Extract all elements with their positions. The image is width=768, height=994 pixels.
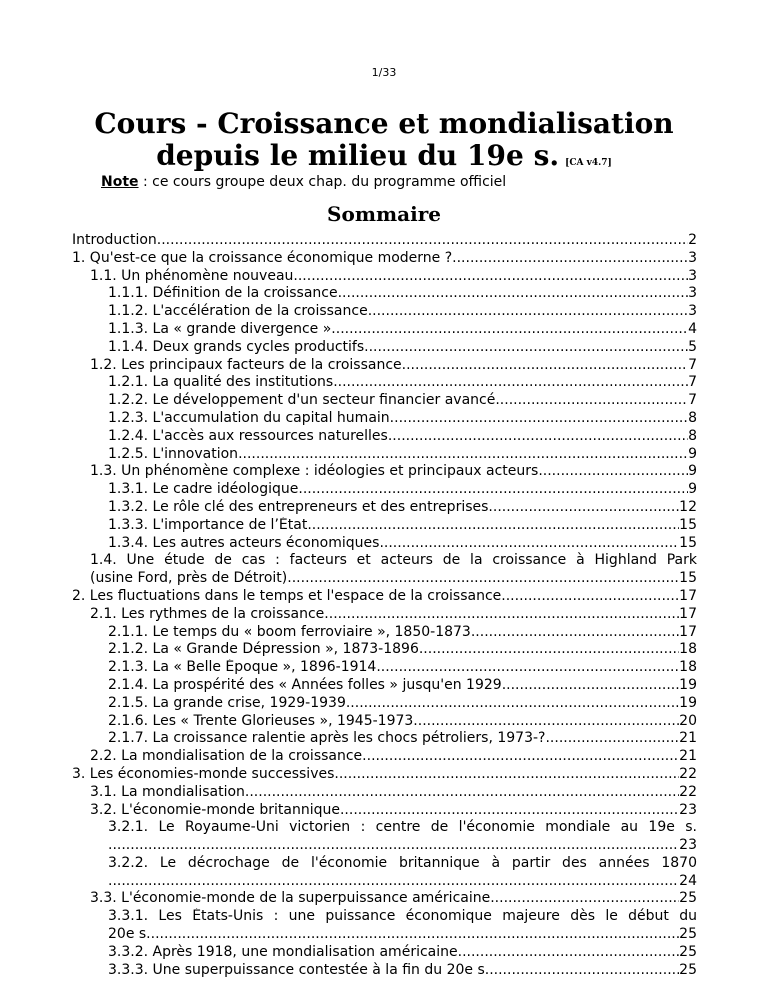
toc-entry[interactable]	[72, 659, 697, 677]
toc-leader-dots	[452, 250, 688, 268]
toc-entry[interactable]	[72, 588, 697, 606]
toc-page-number: 22	[679, 783, 697, 800]
toc-page-number: 3	[688, 285, 697, 302]
toc-entry[interactable]	[72, 232, 697, 250]
toc-leader-dots	[368, 303, 688, 321]
note-text: : ce cours groupe deux chap. du programme officiel	[138, 174, 507, 190]
toc-page-number: 18	[679, 641, 697, 658]
toc-entry-title-continued: (usine Ford, près de Détroit)	[90, 570, 288, 587]
toc-entry[interactable]	[72, 641, 697, 659]
toc-entry[interactable]	[72, 819, 697, 855]
toc-entry-title: 3. Les économies-monde successives	[72, 765, 335, 782]
toc-entry-title: 1.2.5. L'innovation	[108, 445, 239, 462]
toc-leader-dots	[293, 268, 688, 286]
toc-leader-dots	[334, 766, 679, 784]
toc-entry-title: 1.3.3. L'importance de l’État	[108, 516, 308, 533]
toc-page-number: 7	[688, 392, 697, 409]
note-label: Note	[101, 174, 139, 190]
toc-entry[interactable]	[72, 517, 697, 535]
toc-entry[interactable]	[72, 908, 697, 944]
toc-page-number: 3	[688, 249, 697, 266]
toc-entry[interactable]	[72, 962, 697, 980]
toc-entry-title: 2. Les fluctuations dans le temps et l'espace de la croissance	[72, 587, 502, 604]
toc-page-number: 7	[688, 374, 697, 391]
toc-entry[interactable]	[72, 268, 697, 286]
toc-entry-title-continued: 20e s.	[108, 926, 151, 943]
toc-page-number: 2	[688, 232, 697, 248]
toc-page-number: 19	[679, 694, 697, 711]
toc-page-number: 25	[679, 943, 697, 960]
toc-entry-title: 1.1.4. Deux grands cycles productifs	[108, 338, 365, 355]
toc-leader-dots	[287, 570, 679, 588]
toc-leader-dots	[538, 463, 688, 481]
toc-entry-title: 3.3. L'économie-monde de la superpuissance américaine	[90, 890, 491, 907]
toc-entry[interactable]	[72, 535, 697, 553]
toc-page-number: 8	[688, 409, 697, 426]
toc-entry[interactable]	[72, 481, 697, 499]
toc-leader-dots	[324, 606, 679, 624]
toc-leader-dots	[238, 446, 688, 464]
document-title	[0, 108, 768, 179]
toc-page-number: 8	[688, 427, 697, 444]
toc-leader-dots	[108, 837, 679, 855]
toc-leader-dots	[489, 962, 679, 980]
toc-entry[interactable]	[72, 463, 697, 481]
toc-entry[interactable]	[72, 321, 697, 339]
toc-page-number: 25	[679, 890, 697, 907]
toc-entry[interactable]	[72, 677, 697, 695]
toc-leader-dots	[151, 926, 680, 944]
toc-page-number: 4	[688, 320, 697, 337]
toc-entry[interactable]	[72, 552, 697, 588]
toc-leader-dots	[419, 641, 679, 659]
page-number: 1/33	[371, 66, 397, 79]
toc-entry[interactable]	[72, 410, 697, 428]
toc-page-number: 3	[688, 303, 697, 320]
toc-entry-title: 3.3.1. Les États-Unis : une puissance économique majeure dès le début du	[108, 908, 697, 925]
toc-leader-dots	[338, 285, 688, 303]
toc-entry-title: 3.3.3. Une superpuissance contestée à la fin du 20e s.	[108, 961, 490, 978]
toc-entry[interactable]	[72, 944, 697, 962]
version-tag: [CA v4.7]	[565, 158, 612, 168]
toc-page-number: 15	[679, 534, 697, 551]
toc-page-number: 25	[679, 926, 697, 943]
toc-entry-title: 2.1.4. La prospérité des « Années folles » jusqu'en 1929	[108, 676, 502, 693]
toc-entry[interactable]	[72, 250, 697, 268]
toc-leader-dots	[364, 339, 688, 357]
toc-leader-dots	[502, 677, 679, 695]
toc-entry-title: 1.2.2. Le développement d'un secteur financier avancé	[108, 392, 496, 409]
toc-entry-title: 1.1.3. La « grande divergence »	[108, 320, 332, 337]
toc-entry-title: 2.1.3. La « Belle Époque », 1896-1914	[108, 659, 377, 676]
toc-page-number: 20	[679, 712, 697, 729]
toc-page-number: 23	[679, 837, 697, 854]
toc-leader-dots	[545, 730, 679, 748]
toc-leader-dots	[471, 624, 679, 642]
toc-entry-title: 1.3.1. Le cadre idéologique	[108, 481, 299, 498]
toc-leader-dots	[362, 748, 679, 766]
toc-entry[interactable]	[72, 748, 697, 766]
toc-leader-dots	[340, 802, 679, 820]
toc-page-number: 7	[688, 356, 697, 373]
toc-leader-dots	[501, 588, 679, 606]
toc-page-number: 9	[688, 463, 697, 480]
toc-entry-title: 2.1.1. Le temps du « boom ferroviaire », 1850-1873	[108, 623, 471, 640]
toc-leader-dots	[307, 517, 679, 535]
toc-entry-title: 2.1.6. Les « Trente Glorieuses », 1945-1973	[108, 712, 414, 729]
sommaire-heading: Sommaire	[327, 202, 441, 226]
note	[101, 174, 506, 190]
toc-page-number: 18	[679, 659, 697, 676]
toc-leader-dots	[157, 232, 688, 250]
toc-entry-title: 1. Qu'est-ce que la croissance économique moderne ?	[72, 249, 453, 266]
toc-entry-title: 3.3.2. Après 1918, une mondialisation américaine	[108, 943, 458, 960]
table-of-contents	[72, 232, 697, 979]
toc-page-number: 12	[679, 498, 697, 515]
toc-entry[interactable]	[72, 855, 697, 891]
toc-page-number: 25	[679, 961, 697, 978]
toc-page-number: 5	[688, 338, 697, 355]
toc-leader-dots	[413, 713, 679, 731]
toc-leader-dots	[331, 321, 688, 339]
toc-entry-title: 2.2. La mondialisation de la croissance	[90, 748, 363, 765]
toc-entry-title: 2.1.7. La croissance ralentie après les chocs pétroliers, 1973-?	[108, 730, 546, 747]
toc-entry-title: 1.3. Un phénomène complexe : idéologies et principaux acteurs	[90, 463, 539, 480]
toc-leader-dots	[333, 374, 688, 392]
toc-leader-dots	[388, 428, 688, 446]
toc-entry-title: 1.2. Les principaux facteurs de la croissance	[90, 356, 402, 373]
toc-page-number: 21	[679, 748, 697, 765]
toc-entry-title: 3.2.2. Le décrochage de l'économie britannique à partir des années 1870	[108, 854, 697, 871]
toc-entry[interactable]	[72, 339, 697, 357]
toc-leader-dots	[495, 392, 688, 410]
toc-page-number: 15	[679, 570, 697, 587]
toc-leader-dots	[108, 873, 679, 891]
toc-entry[interactable]	[72, 303, 697, 321]
toc-entry[interactable]	[72, 713, 697, 731]
toc-page-number: 24	[679, 872, 697, 889]
toc-entry-title: 1.1.2. L'accélération de la croissance	[108, 303, 368, 320]
toc-page-number: 9	[688, 481, 697, 498]
toc-leader-dots	[298, 481, 688, 499]
toc-entry[interactable]	[72, 802, 697, 820]
toc-entry-title: 1.2.3. L'accumulation du capital humain	[108, 409, 390, 426]
toc-entry[interactable]	[72, 428, 697, 446]
toc-entry-title: 2.1. Les rythmes de la croissance	[90, 605, 325, 622]
toc-page-number: 3	[688, 267, 697, 284]
toc-page-number: 21	[679, 730, 697, 747]
toc-page-number: 17	[679, 587, 697, 604]
toc-entry-title: 1.2.1. La qualité des institutions	[108, 374, 334, 391]
toc-entry-title: 2.1.2. La « Grande Dépression », 1873-1896	[108, 641, 419, 658]
toc-entry-title: 1.1.1. Définition de la croissance	[108, 285, 338, 302]
toc-leader-dots	[245, 784, 679, 802]
toc-entry[interactable]	[72, 606, 697, 624]
toc-entry-title: 1.3.4. Les autres acteurs économiques	[108, 534, 380, 551]
toc-entry-title: 3.2. L'économie-monde britannique	[90, 801, 340, 818]
toc-leader-dots	[488, 499, 679, 517]
toc-entry[interactable]	[72, 392, 697, 410]
toc-entry-title: 1.3.2. Le rôle clé des entrepreneurs et des entreprises	[108, 498, 489, 515]
toc-entry-title: 3.1. La mondialisation	[90, 783, 245, 800]
toc-leader-dots	[346, 695, 679, 713]
toc-page-number: 23	[679, 801, 697, 818]
toc-entry-title: 1.2.4. L'accès aux ressources naturelles	[108, 427, 388, 444]
toc-entry[interactable]	[72, 890, 697, 908]
title-line-1: Cours - Croissance et mondialisation	[94, 107, 674, 140]
toc-entry[interactable]	[72, 499, 697, 517]
toc-page-number: 15	[679, 516, 697, 533]
toc-entry-title: 3.2.1. Le Royaume-Uni victorien : centre de l'économie mondiale au 19e s.	[108, 819, 697, 836]
toc-entry-title: 2.1.5. La grande crise, 1929-1939	[108, 694, 346, 711]
toc-entry[interactable]	[72, 624, 697, 642]
toc-entry[interactable]	[72, 784, 697, 802]
toc-entry[interactable]	[72, 766, 697, 784]
toc-page-number: 17	[679, 605, 697, 622]
toc-leader-dots	[490, 890, 679, 908]
toc-entry-title: 1.1. Un phénomène nouveau	[90, 267, 294, 284]
toc-entry[interactable]	[72, 374, 697, 392]
toc-page-number: 19	[679, 676, 697, 693]
toc-leader-dots	[402, 357, 688, 375]
toc-leader-dots	[376, 659, 679, 677]
toc-page-number: 22	[679, 765, 697, 782]
toc-entry-title: 1.4. Une étude de cas : facteurs et acteurs de la croissance à Highland Park	[90, 552, 697, 569]
toc-entry-title: Introduction	[72, 232, 157, 248]
toc-entry[interactable]	[72, 695, 697, 713]
toc-entry[interactable]	[72, 357, 697, 375]
toc-leader-dots	[390, 410, 688, 428]
toc-page-number: 9	[688, 445, 697, 462]
toc-leader-dots	[379, 535, 679, 553]
toc-page-number: 17	[679, 623, 697, 640]
title-line-2-text: depuis le milieu du 19e s.	[156, 139, 560, 172]
toc-entry[interactable]	[72, 446, 697, 464]
toc-entry[interactable]	[72, 285, 697, 303]
toc-entry[interactable]	[72, 730, 697, 748]
toc-leader-dots	[458, 944, 680, 962]
